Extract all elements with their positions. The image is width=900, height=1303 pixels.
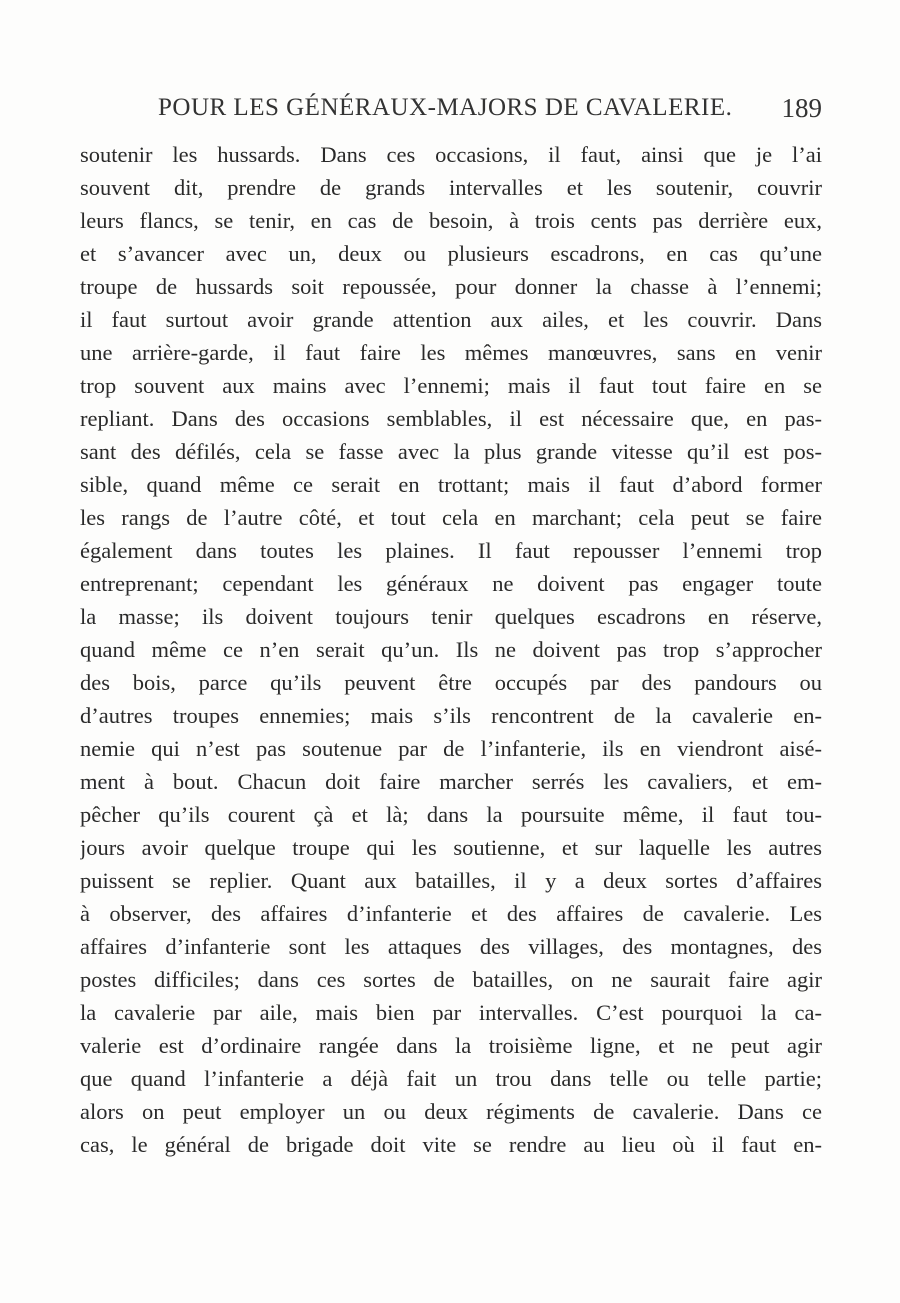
text-line: pêcher qu’ils courent çà et là; dans la poursuite même, il faut tou- (80, 802, 822, 827)
text-line: cas, le général de brigade doit vite se rendre au lieu où il faut en- (80, 1132, 822, 1157)
text-line: entreprenant; cependant les généraux ne doivent pas engager toute (80, 571, 822, 596)
text-line: puissent se replier. Quant aux batailles, il y a deux sortes d’affaires (80, 868, 822, 893)
text-line: valerie est d’ordinaire rangée dans la troisième ligne, et ne peut agir (80, 1033, 822, 1058)
text-line: jours avoir quelque troupe qui les soutienne, et sur laquelle les autres (80, 835, 822, 860)
text-line: également dans toutes les plaines. Il faut repousser l’ennemi trop (80, 538, 822, 563)
page-number: 189 (781, 93, 822, 123)
text-line: affaires d’infanterie sont les attaques des villages, des montagnes, des (80, 934, 822, 959)
text-line: repliant. Dans des occasions semblables, il est nécessaire que, en pas- (80, 406, 822, 431)
text-line: souvent dit, prendre de grands intervalles et les soutenir, couvrir (80, 175, 822, 200)
text-line: trop souvent aux mains avec l’ennemi; mais il faut tout faire en se (80, 373, 822, 398)
body-text (80, 138, 822, 1161)
text-line: sant des défilés, cela se fasse avec la plus grande vitesse qu’il est pos- (80, 439, 822, 464)
text-line: leurs flancs, se tenir, en cas de besoin, à trois cents pas derrière eux, (80, 208, 822, 233)
text-line: alors on peut employer un ou deux régiments de cavalerie. Dans ce (80, 1099, 822, 1124)
text-line: quand même ce n’en serait qu’un. Ils ne doivent pas trop s’approcher (80, 637, 822, 662)
text-line: la masse; ils doivent toujours tenir quelques escadrons en réserve, (80, 604, 822, 629)
text-line: d’autres troupes ennemies; mais s’ils rencontrent de la cavalerie en- (80, 703, 822, 728)
text-line: des bois, parce qu’ils peuvent être occupés par des pandours ou (80, 670, 822, 695)
text-line: nemie qui n’est pas soutenue par de l’infanterie, ils en viendront aisé- (80, 736, 822, 761)
text-line: troupe de hussards soit repoussée, pour donner la chasse à l’ennemi; (80, 274, 822, 299)
text-line: il faut surtout avoir grande attention aux ailes, et les couvrir. Dans (80, 307, 822, 332)
text-line: ment à bout. Chacun doit faire marcher serrés les cavaliers, et em- (80, 769, 822, 794)
text-line: les rangs de l’autre côté, et tout cela en marchant; cela peut se faire (80, 505, 822, 530)
running-head (80, 90, 822, 126)
text-line: soutenir les hussards. Dans ces occasions, il faut, ainsi que je l’ai (80, 142, 822, 167)
text-line: sible, quand même ce serait en trottant; mais il faut d’abord former (80, 472, 822, 497)
text-line: et s’avancer avec un, deux ou plusieurs escadrons, en cas qu’une (80, 241, 822, 266)
text-line: postes difficiles; dans ces sortes de batailles, on ne saurait faire agir (80, 967, 822, 992)
text-line: à observer, des affaires d’infanterie et des affaires de cavalerie. Les (80, 901, 822, 926)
text-line: une arrière-garde, il faut faire les mêmes manœuvres, sans en venir (80, 340, 822, 365)
text-line: que quand l’infanterie a déjà fait un trou dans telle ou telle partie; (80, 1066, 822, 1091)
text-line: la cavalerie par aile, mais bien par intervalles. C’est pourquoi la ca- (80, 1000, 822, 1025)
running-title: POUR LES GÉNÉRAUX-MAJORS DE CAVALERIE. (158, 94, 733, 121)
